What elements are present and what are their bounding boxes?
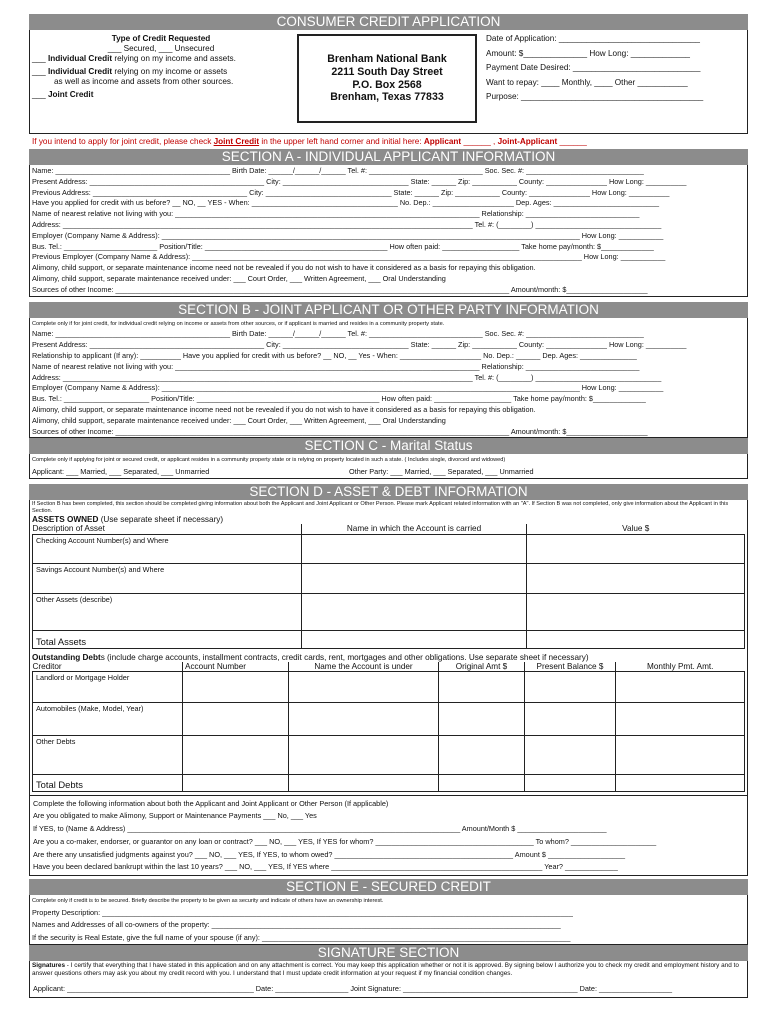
debt-col-creditor: Creditor bbox=[32, 661, 62, 671]
total-assets-label: Total Assets bbox=[33, 630, 302, 648]
form-title: CONSUMER CREDIT APPLICATION bbox=[29, 14, 748, 30]
debt-cell[interactable] bbox=[289, 672, 439, 703]
section-b-body bbox=[29, 318, 748, 439]
total-original-cell[interactable] bbox=[439, 775, 525, 792]
amount-field[interactable]: Amount: $______________ How Long: _____________ bbox=[486, 48, 690, 58]
bank-po-box: P.O. Box 2568 bbox=[352, 78, 422, 91]
debt-cell[interactable] bbox=[183, 736, 289, 775]
applicant-marital-status[interactable]: Applicant: ___ Married, ___ Separated, ___ Unmarried bbox=[32, 467, 210, 477]
obligations-intro: Complete the following information about both the Applicant and Joint Applicant or Other Person (If applicable) bbox=[33, 799, 389, 809]
marital-status-row bbox=[32, 466, 745, 478]
section-b-field-line-7[interactable]: Alimony, child support, or separate maintenance income need not be revealed if you do not wish to have it considered as a basis for repaying this obligation. bbox=[32, 404, 536, 414]
total-debts-label: Total Debts bbox=[33, 775, 183, 792]
header-block bbox=[29, 30, 748, 134]
section-b-field-line-0[interactable]: Name: ___________________________________________ Birth Date: ______/______/______ Tel. #: ____________________________ Soc. Sec. #: _____________________________ bbox=[32, 329, 644, 339]
debt-cell[interactable] bbox=[439, 703, 525, 736]
section-a-field-line-11[interactable]: Sources of other Income: _________________________________________________________________________________________________ Amount/month: $____________________ bbox=[32, 284, 648, 294]
section-e-field-line-1[interactable]: Names and Addresses of all co-owners of the property: ______________________________________________________________________________________ bbox=[32, 920, 561, 930]
debt-total-blank-cell bbox=[289, 775, 439, 792]
section-a-field-line-4[interactable]: Name of nearest relative not living with you: ___________________________________________________________________________ Relationship: ____________________________ bbox=[32, 209, 640, 219]
assets-table bbox=[32, 524, 745, 649]
asset-value-cell[interactable] bbox=[527, 563, 745, 593]
section-b-field-line-6[interactable]: Bus. Tel.: _____________________ Position/Title: _____________________________________________ How often paid: ___________________ Take home pay/month: $_____________ bbox=[32, 394, 646, 404]
section-c-title: SECTION C - Marital Status bbox=[29, 438, 748, 454]
section-d-intro: If Section B has been completed, this section should be completed giving information about both the Applicant and Joint Applicant or Other Person. Please mark Applicant related information with an "A". If Section B was not completed, only give information about the Applicant in this Section. bbox=[32, 501, 729, 515]
asset-row-label: Savings Account Number(s) and Where bbox=[33, 563, 302, 593]
asset-col-description: Description of Asset bbox=[32, 524, 105, 534]
bank-street: 2211 South Day Street bbox=[331, 65, 443, 78]
section-e-fields bbox=[32, 907, 745, 945]
debt-cell[interactable] bbox=[616, 672, 745, 703]
outstanding-debts-heading: Outstanding Debts (include charge accounts, installment contracts, credit cards, rent, mortgages and other obligations. Use separate sheet if necessary) bbox=[32, 652, 589, 662]
obligation-question-line-3[interactable]: Are there any unsatisfied judgments against you? ___ NO, ___ YES, If YES, to whom owed? ____________________________________________ Amount $ ___________________ bbox=[33, 849, 626, 859]
debt-total-blank-cell bbox=[183, 775, 289, 792]
joint-applicant-initial-field[interactable]: Joint-Applicant bbox=[497, 137, 558, 146]
section-d-title: SECTION D - ASSET & DEBT INFORMATION bbox=[29, 484, 748, 500]
section-b-field-line-4[interactable]: Address: _____________________________________________________________________________________________________ Tel. #: (________) _______________________________ bbox=[32, 372, 662, 382]
application-details bbox=[482, 30, 747, 133]
credit-type-block bbox=[30, 30, 292, 133]
debt-cell[interactable] bbox=[616, 736, 745, 775]
debt-row-label: Automobiles (Make, Model, Year) bbox=[33, 703, 183, 736]
section-e-title: SECTION E - SECURED CREDIT bbox=[29, 879, 748, 895]
debt-cell[interactable] bbox=[439, 736, 525, 775]
credit-type-title: Type of Credit Requested bbox=[111, 34, 211, 43]
debt-row-landlord bbox=[33, 672, 745, 703]
total-balance-cell[interactable] bbox=[525, 775, 616, 792]
section-a-field-line-0[interactable]: Name: ___________________________________________ Birth Date: ______/______/______ Tel. #: ____________________________ Soc. Sec. #: _____________________________ bbox=[32, 166, 644, 175]
individual-relying-option-cont: as well as income and assets from other sources. bbox=[54, 77, 234, 86]
individual-credit-option[interactable]: ___ Individual Credit relying on my income and assets. bbox=[32, 54, 236, 63]
other-party-marital-status[interactable]: Other Party: ___ Married, ___ Separated, ___ Unmarried bbox=[349, 467, 534, 477]
debt-row-total bbox=[33, 775, 745, 792]
joint-credit-notice: If you intend to apply for joint credit, please check Joint Credit in the upper left hand corner and initial here: Applicant ______ , Joint-Applicant ______ bbox=[32, 137, 587, 146]
asset-col-account-name: Name in which the Account is carried bbox=[302, 524, 527, 534]
section-b-field-line-3[interactable]: Name of nearest relative not living with you: ___________________________________________________________________________ Relationship: ____________________________ bbox=[32, 361, 640, 371]
asset-row-savings bbox=[33, 563, 745, 593]
section-a-field-line-9[interactable]: Alimony, child support, or separate maintenance income need not be revealed if you do not wish to have it considered as a basis for repaying this obligation. bbox=[32, 263, 536, 273]
debt-cell[interactable] bbox=[525, 703, 616, 736]
debt-cell[interactable] bbox=[439, 672, 525, 703]
section-a-title: SECTION A - INDIVIDUAL APPLICANT INFORMATION bbox=[29, 149, 748, 165]
debt-col-monthly-payment: Monthly Pmt. Amt. bbox=[616, 662, 745, 672]
section-b-field-line-9[interactable]: Sources of other Income: _________________________________________________________________________________________________ Amount/month: $____________________ bbox=[32, 426, 648, 436]
asset-value-cell[interactable] bbox=[527, 534, 745, 563]
debt-row-label: Landlord or Mortgage Holder bbox=[33, 672, 183, 703]
asset-row-checking bbox=[33, 534, 745, 563]
asset-row-other bbox=[33, 593, 745, 630]
purpose-field[interactable]: Purpose: ________________________________________ bbox=[486, 92, 704, 102]
section-d-body bbox=[29, 500, 748, 876]
individual-relying-option[interactable]: ___ Individual Credit relying on my income or assets bbox=[32, 67, 228, 76]
section-b-field-line-1[interactable]: Present Address: ___________________________________________ City: _______________________________ State: ______ Zip: ___________ County: _______________ How Long: __________ bbox=[32, 340, 687, 350]
section-b-fields bbox=[32, 329, 745, 437]
section-b-field-line-8[interactable]: Alimony, child support, separate maintenance received under: ___ Court Order, ___ Written Agreement, ___ Oral Understanding bbox=[32, 415, 446, 425]
bank-name: Brenham National Bank bbox=[327, 53, 447, 66]
section-a-field-line-8[interactable]: Previous Employer (Company Name & Address): ________________________________________________________________________________________________ How Long: ___________ bbox=[32, 252, 666, 262]
debt-col-account-under: Name the Account is under bbox=[289, 662, 439, 672]
debt-cell[interactable] bbox=[616, 703, 745, 736]
obligation-question-line-0[interactable]: Are you obligated to make Alimony, Support or Maintenance Payments ___ No, ___ Yes bbox=[33, 811, 317, 821]
debt-cell[interactable] bbox=[289, 736, 439, 775]
total-monthly-cell[interactable] bbox=[616, 775, 745, 792]
credit-application-form bbox=[29, 14, 748, 1009]
debt-col-original-amount: Original Amt $ bbox=[439, 662, 525, 672]
debt-cell[interactable] bbox=[183, 703, 289, 736]
payment-date-field[interactable]: Payment Date Desired: ____________________________ bbox=[486, 63, 701, 73]
asset-value-cell[interactable] bbox=[527, 593, 745, 630]
section-a-field-line-5[interactable]: Address: _____________________________________________________________________________________________________ Tel. #: (________) _______________________________ bbox=[32, 219, 662, 229]
asset-col-value: Value $ bbox=[527, 524, 745, 534]
asset-row-label: Other Assets (describe) bbox=[33, 593, 302, 630]
joint-credit-option[interactable]: ___ Joint Credit bbox=[32, 90, 94, 99]
section-b-intro: Complete only if for joint credit, for individual credit relying on income or assets from other sources, or if applicant is married and resides in a community property state. bbox=[32, 320, 445, 327]
total-assets-value-cell[interactable] bbox=[527, 630, 745, 648]
bank-address-box bbox=[297, 34, 477, 123]
section-c-intro: Complete only if applying for joint or secured credit, or applicant resides in a community property state or is relying on property located in such a state. ( Includes single, divorced and widowed) bbox=[32, 457, 506, 464]
section-e-field-line-0[interactable]: Property Description: ____________________________________________________________________________________________________________________ bbox=[32, 907, 573, 917]
section-e-body bbox=[29, 895, 748, 945]
section-a-field-line-7[interactable]: Bus. Tel.: _______________________ Position/Title: _____________________________________________ How often paid: ___________________ Take home pay/month: $_____________ bbox=[32, 241, 654, 251]
signature-line[interactable]: Applicant: ______________________________________________ Date: __________________ Joint Signature: ___________________________________________ Date: __________________ bbox=[33, 984, 673, 994]
section-a-field-line-2[interactable]: Previous Address: ______________________________________ City: _______________________________ State: ______ Zip: ___________ County: _______________ How Long: __________ bbox=[32, 187, 670, 197]
section-a-field-line-10[interactable]: Alimony, child support, separate maintenance received under: ___ Court Order, ___ Written Agreement, ___ Oral Understanding bbox=[32, 273, 446, 283]
obligations-block bbox=[30, 795, 747, 874]
repay-field[interactable]: Want to repay: ____ Monthly, ____ Other ___________ bbox=[486, 77, 688, 87]
debt-cell[interactable] bbox=[525, 736, 616, 775]
section-a-field-line-3[interactable]: Have you applied for credit with us before? __ NO, __ YES - When: ____________________________________ No. Dep.: ____________________ Dep. Ages: __________________________ bbox=[32, 198, 660, 208]
obligations-questions bbox=[33, 810, 744, 874]
debts-table bbox=[32, 662, 745, 793]
section-b-field-line-5[interactable]: Employer (Company Name & Address): _______________________________________________________________________________________________________ How Long: ___________ bbox=[32, 383, 664, 393]
section-e-intro: Complete only if credit is to be secured. Briefly describe the property to be given as security and indicate of others have an ownership interest. bbox=[32, 898, 384, 905]
debt-col-account-number: Account Number bbox=[183, 662, 289, 672]
signature-body bbox=[29, 961, 748, 998]
secured-option[interactable]: ___ Secured, ___ Unsecured bbox=[107, 44, 215, 53]
section-a-body bbox=[29, 165, 748, 297]
obligation-question-line-2[interactable]: Are you a co-maker, endorser, or guarantor on any loan or contract? ___ NO, ___ YES, If YES for whom? _______________________________________ To whom? _____________________ bbox=[33, 836, 657, 846]
debt-cell[interactable] bbox=[183, 672, 289, 703]
signature-statement: Signatures - I certify that everything that I have stated in this application and on any attachment is correct. You may keep this application whether or not it is approved. By signing below I authorize you to check my credit and employment history and to answer questions others may ask you about my credit record with you. I understand that I must update credit information at your request if my financial condition changes. bbox=[32, 962, 739, 978]
section-c-body bbox=[29, 454, 748, 479]
applicant-initial-field[interactable]: Applicant bbox=[423, 137, 462, 146]
asset-account-name-cell[interactable] bbox=[302, 593, 527, 630]
debt-cell[interactable] bbox=[289, 703, 439, 736]
section-a-field-line-6[interactable]: Employer (Company Name & Address): _______________________________________________________________________________________________________ How Long: ___________ bbox=[32, 230, 664, 240]
debt-cell[interactable] bbox=[525, 672, 616, 703]
date-of-application-field[interactable]: Date of Application: _______________________________ bbox=[486, 34, 700, 43]
debt-row-label: Other Debts bbox=[33, 736, 183, 775]
section-b-field-line-2[interactable]: Relationship to applicant (If any): __________ Have you applied for credit with us before? __ NO, __ Yes - When: ____________________ No. Dep.: ______ Dep. Ages: ______________ bbox=[32, 350, 637, 360]
asset-account-name-cell[interactable] bbox=[302, 534, 527, 563]
assets-owned-heading: ASSETS OWNED (Use separate sheet if necessary) bbox=[32, 515, 224, 525]
section-b-title: SECTION B - JOINT APPLICANT OR OTHER PARTY INFORMATION bbox=[29, 302, 748, 318]
section-a-field-line-1[interactable]: Present Address: ___________________________________________ City: _______________________________ State: ______ Zip: ___________ County: _______________ How Long: __________ bbox=[32, 176, 687, 186]
obligation-question-line-4[interactable]: Have you been declared bankrupt within the last 10 years? ___ NO, ___ YES, If YES where ____________________________________________________ Year? _____________ bbox=[33, 862, 618, 872]
asset-row-total bbox=[33, 630, 745, 648]
debt-row-other bbox=[33, 736, 745, 775]
debt-row-automobiles bbox=[33, 703, 745, 736]
debt-col-present-balance: Present Balance $ bbox=[525, 662, 616, 672]
obligation-question-line-1[interactable]: If YES, to (Name & Address) __________________________________________________________________________________ Amount/Month $ ______________________ bbox=[33, 823, 607, 833]
section-e-field-line-2[interactable]: If the security is Real Estate, give the full name of your spouse (if any): ____________________________________________________________________________ bbox=[32, 932, 571, 942]
asset-account-name-cell[interactable] bbox=[302, 563, 527, 593]
signature-section-title: SIGNATURE SECTION bbox=[29, 945, 748, 961]
asset-total-blank-cell bbox=[302, 630, 527, 648]
bank-city: Brenham, Texas 77833 bbox=[330, 91, 444, 104]
asset-row-label: Checking Account Number(s) and Where bbox=[33, 534, 302, 563]
